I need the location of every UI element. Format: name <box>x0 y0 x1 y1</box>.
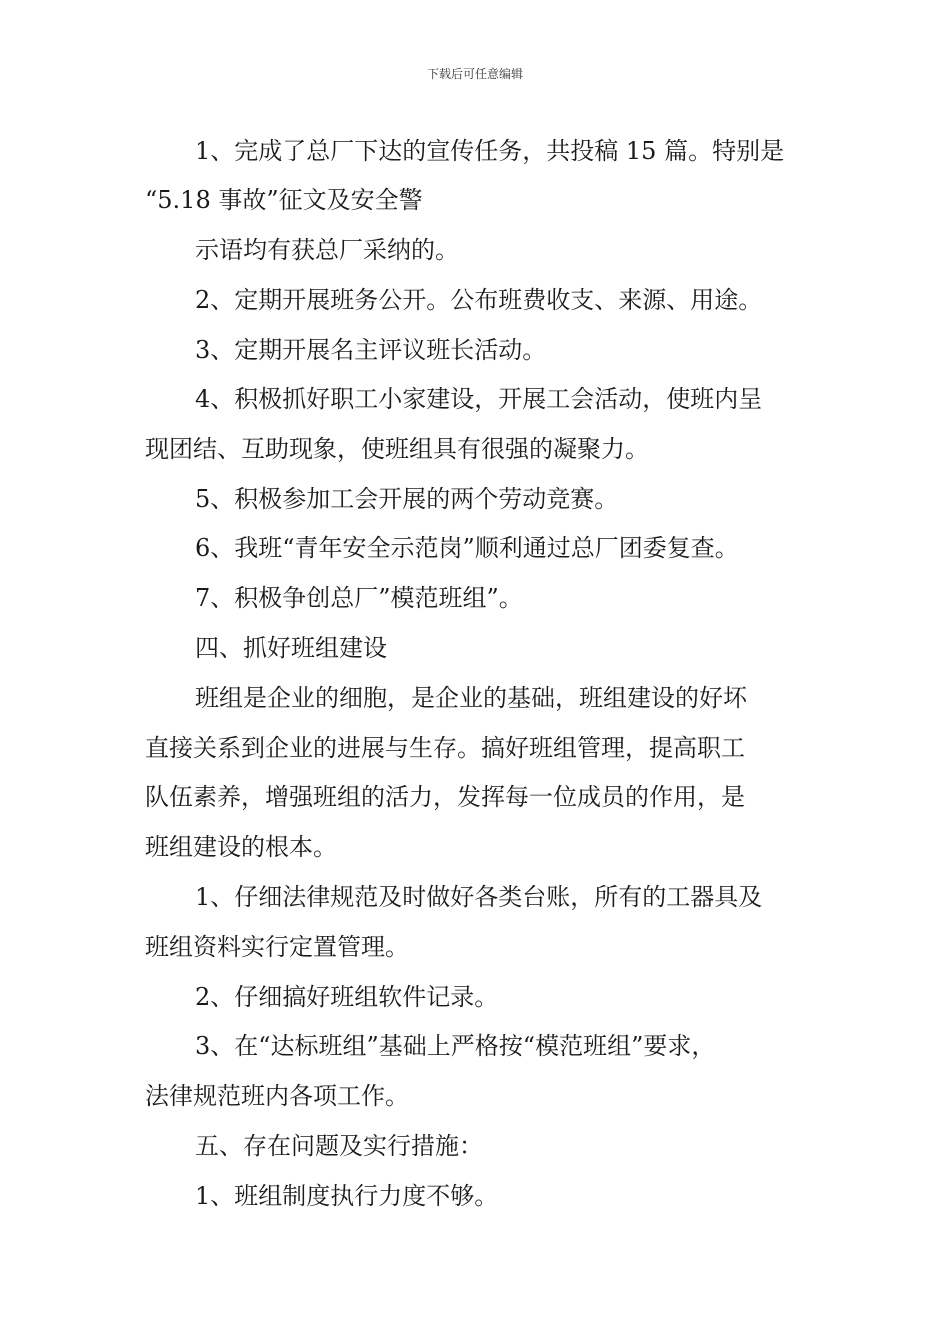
text-line: 直接关系到企业的进展与生存。搞好班组管理，提高职工 <box>145 734 745 762</box>
text-line: 班组建设的根本。 <box>145 833 337 861</box>
text-line: 法律规范班内各项工作。 <box>145 1082 409 1110</box>
text-line: 3、在“达标班组”基础上严格按“模范班组”要求， <box>195 1032 716 1060</box>
text-line: 7、积极争创总厂”模范班组”。 <box>195 584 523 612</box>
text-line: 班组资料实行定置管理。 <box>145 933 409 961</box>
text-line: 6、我班“青年安全示范岗”顺利通过总厂团委复查。 <box>195 534 739 562</box>
text-line: “5.18 事故”征文及安全警 <box>145 186 423 214</box>
section-heading: 四、抓好班组建设 <box>195 634 387 662</box>
text-line: 5、积极参加工会开展的两个劳动竞赛。 <box>195 485 619 513</box>
text-line: 班组是企业的细胞，是企业的基础，班组建设的好坏 <box>195 684 747 712</box>
text-line: 示语均有获总厂采纳的。 <box>195 236 459 264</box>
section-heading: 五、存在问题及实行措施： <box>195 1132 483 1160</box>
text-line: 1、仔细法律规范及时做好各类台账，所有的工器具及 <box>195 883 763 911</box>
text-line: 1、完成了总厂下达的宣传任务，共投稿 15 篇。特别是 <box>195 137 785 165</box>
text-line: 2、定期开展班务公开。公布班费收支、来源、用途。 <box>195 286 763 314</box>
page-header: 下载后可任意编辑 <box>426 67 523 81</box>
text-line: 现团结、互助现象，使班组具有很强的凝聚力。 <box>145 435 649 463</box>
text-line: 4、积极抓好职工小家建设，开展工会活动，使班内呈 <box>195 385 763 413</box>
text-line: 1、班组制度执行力度不够。 <box>195 1182 499 1210</box>
text-line: 3、定期开展名主评议班长活动。 <box>195 336 547 364</box>
text-line: 队伍素养，增强班组的活力，发挥每一位成员的作用，是 <box>145 783 745 811</box>
text-line: 2、仔细搞好班组软件记录。 <box>195 983 499 1011</box>
